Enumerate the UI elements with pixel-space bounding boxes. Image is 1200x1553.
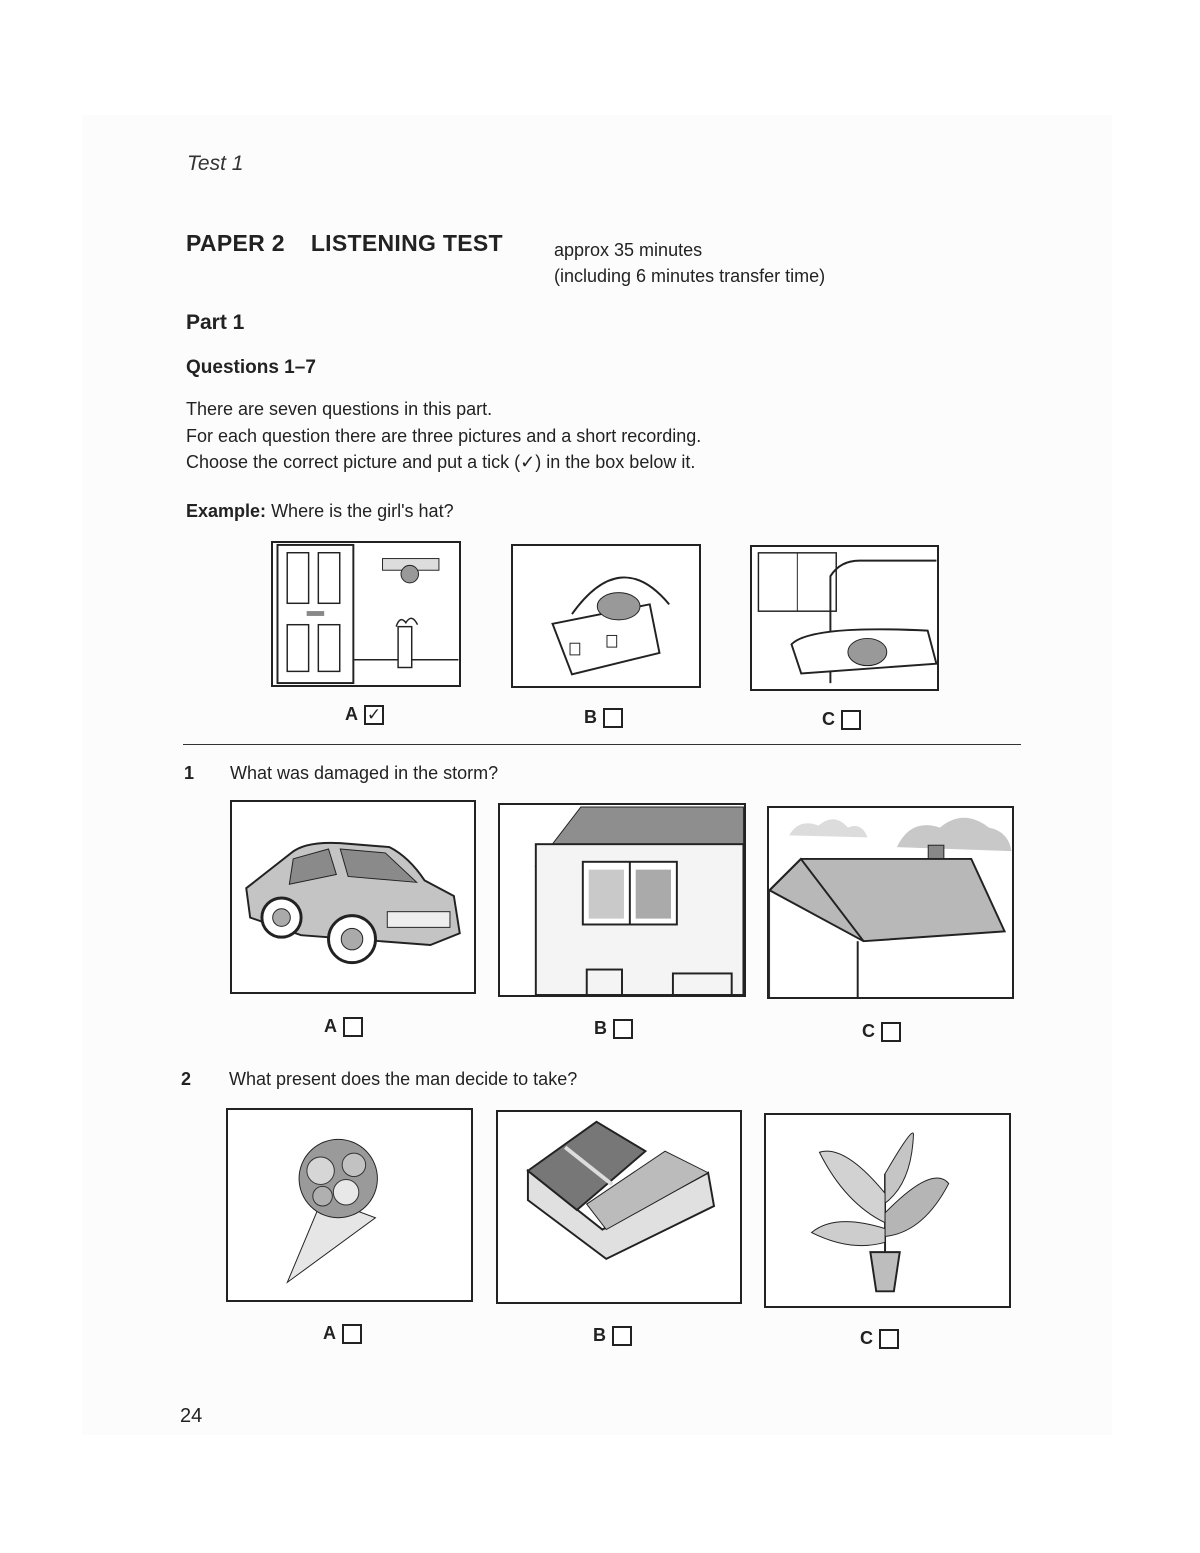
instruction-line-1: There are seven questions in this part.	[186, 399, 493, 419]
q1-picture-c-roof	[767, 806, 1014, 999]
instruction-line-2: For each question there are three pictures and a short recording.	[186, 426, 702, 446]
q1-answer-box-c[interactable]	[881, 1022, 901, 1042]
q2-option-c	[860, 1328, 899, 1349]
example-picture-c-hat-on-seat	[750, 545, 939, 691]
paper-heading	[186, 230, 503, 257]
q2-option-a	[323, 1323, 362, 1344]
example-label: Example:	[186, 501, 267, 521]
option-letter: A	[323, 1323, 336, 1343]
example-option-c	[822, 709, 861, 730]
question-2-text: What present does the man decide to take?	[229, 1069, 578, 1089]
question-1-number: 1	[184, 763, 195, 783]
option-letter: A	[324, 1016, 337, 1036]
option-letter: B	[594, 1018, 607, 1038]
example-answer-box-b[interactable]	[603, 708, 623, 728]
part-heading: Part 1	[186, 311, 245, 334]
duration-line-1: approx 35 minutes	[554, 240, 703, 260]
instruction-line-3: Choose the correct picture and put a tick (✓) in the box below it.	[186, 452, 696, 472]
option-letter: C	[860, 1328, 873, 1348]
page-number: 24	[180, 1405, 203, 1427]
section-divider	[183, 744, 1021, 745]
example-question	[186, 501, 454, 522]
q1-answer-box-a[interactable]	[343, 1017, 363, 1037]
q2-answer-box-c[interactable]	[879, 1329, 899, 1349]
q1-option-a	[324, 1016, 363, 1037]
option-letter: B	[593, 1325, 606, 1345]
q2-answer-box-b[interactable]	[612, 1326, 632, 1346]
q2-picture-b-box-of-chocolates	[496, 1110, 742, 1304]
q1-picture-a-car	[230, 800, 476, 994]
duration-line-2: (including 6 minutes transfer time)	[554, 266, 826, 286]
option-letter: C	[862, 1021, 875, 1041]
option-letter: A	[345, 704, 358, 724]
paper-code: PAPER 2	[186, 230, 285, 256]
question-2-number: 2	[181, 1069, 192, 1089]
q2-picture-a-flower-bouquet	[226, 1108, 473, 1302]
paper-title: LISTENING TEST	[310, 230, 503, 256]
option-letter: B	[584, 707, 597, 727]
q1-picture-b-house-window	[498, 803, 746, 997]
q1-option-b	[594, 1018, 633, 1039]
questions-range: Questions 1–7	[186, 357, 316, 378]
q2-option-b	[593, 1325, 632, 1346]
example-option-a	[345, 704, 384, 725]
example-option-b	[584, 707, 623, 728]
example-answer-box-c[interactable]	[841, 710, 861, 730]
q1-answer-box-b[interactable]	[613, 1019, 633, 1039]
example-text: Where is the girl's hat?	[271, 501, 454, 521]
option-letter: C	[822, 709, 835, 729]
running-head: Test 1	[187, 152, 244, 175]
q2-picture-c-potted-plant	[764, 1113, 1011, 1308]
q1-option-c	[862, 1021, 901, 1042]
question-1-text: What was damaged in the storm?	[230, 763, 499, 783]
q2-answer-box-a[interactable]	[342, 1324, 362, 1344]
example-answer-box-a[interactable]: ✓	[364, 705, 384, 725]
example-picture-a-hallway-hat-on-hook	[271, 541, 461, 687]
example-picture-b-bag-with-hat	[511, 544, 701, 688]
